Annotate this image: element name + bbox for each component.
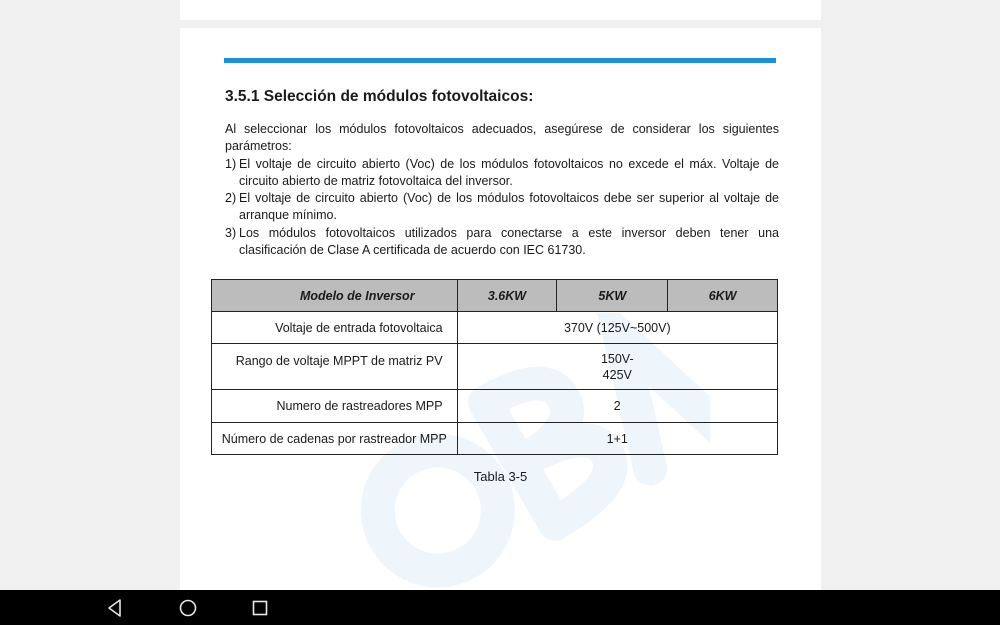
table-row bbox=[212, 344, 778, 390]
recents-icon[interactable] bbox=[248, 596, 272, 620]
home-icon[interactable] bbox=[176, 596, 200, 620]
previous-page-bottom bbox=[180, 0, 821, 20]
row-value: 1+1 bbox=[457, 423, 777, 455]
row-value bbox=[457, 344, 777, 390]
list-item-number: 2) bbox=[225, 191, 237, 206]
list-item-number: 3) bbox=[225, 225, 237, 240]
back-icon[interactable] bbox=[103, 596, 127, 620]
list-item bbox=[225, 225, 779, 260]
android-nav-bar bbox=[0, 590, 1000, 625]
row-label: Rango de voltaje MPPT de matriz PV bbox=[212, 344, 458, 390]
section-title: 3.5.1 Selección de módulos fotovoltaicos: bbox=[225, 88, 534, 105]
list-item-text: El voltaje de circuito abierto (Voc) de los módulos fotovoltaicos no excede el máx. Voltaje de circuito abierto de matriz fotovoltaica del inversor. bbox=[239, 156, 779, 188]
spec-table bbox=[211, 279, 778, 455]
document-page bbox=[180, 28, 821, 590]
row-value: 370V (125V~500V) bbox=[457, 312, 777, 344]
list-item-number: 1) bbox=[225, 156, 237, 171]
row-value-line: 150V- bbox=[600, 351, 634, 366]
row-label: Número de cadenas por rastreador MPP bbox=[212, 423, 458, 455]
header-6kw: 6KW bbox=[668, 280, 778, 312]
header-3-6kw: 3.6KW bbox=[457, 280, 557, 312]
row-value-line: 425V bbox=[602, 367, 632, 382]
list-item bbox=[225, 156, 779, 191]
table-row bbox=[212, 312, 778, 344]
table-caption: Tabla 3-5 bbox=[473, 469, 528, 484]
header-model: Modelo de Inversor bbox=[212, 280, 458, 312]
intro-paragraph: Al seleccionar los módulos fotovoltaicos adecuados, asegúrese de considerar los siguientes parámetros: bbox=[225, 122, 779, 154]
list-item-text: Los módulos fotovoltaicos utilizados para conectarse a este inversor deben tener una clasificación de Clase A certificada de acuerdo con IEC 61730. bbox=[239, 225, 779, 258]
header-5kw: 5KW bbox=[557, 280, 668, 312]
row-label: Numero de rastreadores MPP bbox=[212, 390, 458, 423]
table-header-row bbox=[212, 280, 778, 312]
table-row bbox=[212, 423, 778, 455]
table-row bbox=[212, 390, 778, 423]
section-accent-bar bbox=[224, 58, 776, 63]
row-label: Voltaje de entrada fotovoltaica bbox=[212, 312, 458, 344]
list-item bbox=[225, 190, 779, 225]
list-item-text: El voltaje de circuito abierto (Voc) de los módulos fotovoltaicos debe ser superior al voltaje de arranque mínimo. bbox=[239, 191, 779, 223]
section-body bbox=[225, 121, 779, 259]
row-value: 2 bbox=[457, 390, 777, 423]
